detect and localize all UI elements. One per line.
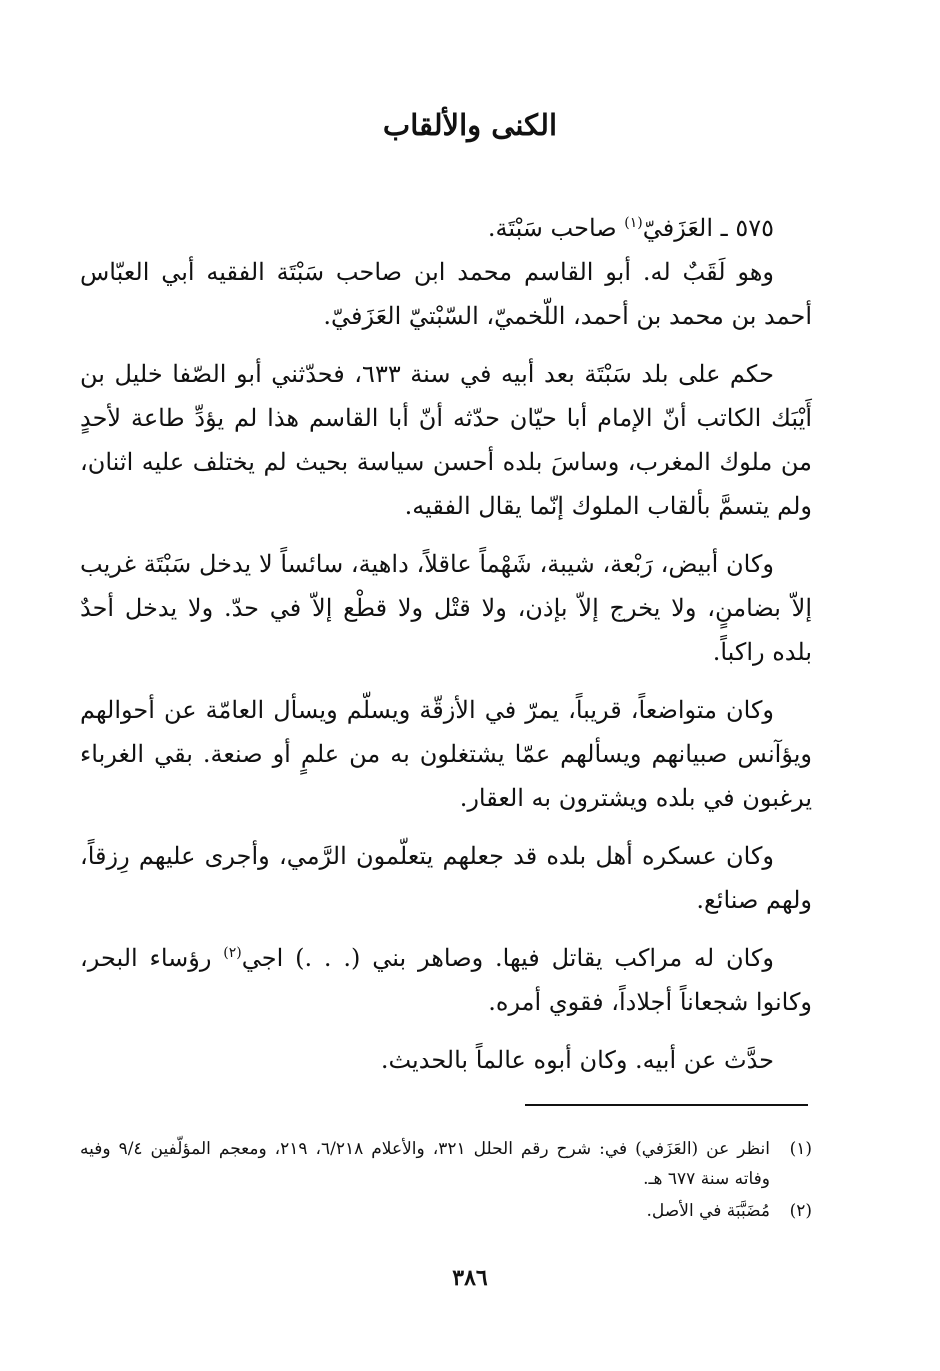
paragraph-ships	[80, 936, 812, 1024]
page-number: ٣٨٦	[452, 1265, 488, 1291]
entry-lead-paragraph: وهو لَقَبٌ له. أبو القاسم محمد ابن صاحب سَبْتَة الفقيه أبي العبّاس أحمد بن محمد بن أحمد، اللّخميّ، السّبْتيّ العَزَفيّ.	[80, 258, 812, 330]
entry-heading-tail: صاحب سَبْتَة.	[487, 214, 625, 242]
footnote-divider	[525, 1104, 808, 1106]
footnote-number: (٢)	[789, 1201, 812, 1221]
footnote-text: مُضَبَّبَة في الأصل.	[646, 1201, 770, 1221]
running-header: الكنى والألقاب	[382, 108, 558, 142]
paragraph-rule: حكم على بلد سَبْتَة بعد أبيه في سنة ٦٣٣، فحدّثني أبو الصّفا خليل بن أَيْبَك الكاتب أنّ الإمام أبا حيّان حدّثه أنّ أبا القاسم هذا لم يؤدِّ طاعة لأحدٍ من ملوك المغرب، وساسَ بلده أحسن سياسة بحيث لم يختلف عليه اثنان، ولم يتسمَّ بألقاب الملوك إنّما يقال الفقيه.	[80, 360, 812, 520]
entry-heading-text: ٥٧٥ ـ العَزَفيّ	[642, 214, 774, 242]
main-text	[80, 206, 812, 1096]
footnote-2	[80, 1196, 812, 1226]
paragraph-closing: حدَّث عن أبيه. وكان أبوه عالماً بالحديث.	[380, 1046, 774, 1074]
footnotes	[80, 1134, 812, 1228]
paragraph-ships-tail: رؤساء البحر، وكانوا شجعاناً أجلاداً، فقوي أمره.	[80, 944, 812, 1016]
footnote-1	[80, 1134, 812, 1194]
entry-heading	[80, 206, 812, 250]
footnote-number: (١)	[789, 1139, 812, 1159]
paragraph-description: وكان أبيض، رَبْعة، شيبة، شَهْماً عاقلاً، داهية، سائساً لا يدخل سَبْتَة غريب إلاّ بضامنٍ، ولا يخرج إلاّ بإذن، ولا قتْل ولا قطْع إلاّ في حدّ. ولا يدخل أحدٌ بلده راكباً.	[80, 550, 812, 666]
paragraph-conduct: وكان متواضعاً، قريباً، يمرّ في الأزقّة ويسلّم ويسأل العامّة عن أحوالهم ويؤآنس صبيانهم ويسألهم عمّا يشتغلون به من علمٍ أو صنعة. بقي الغرباء يرغبون في بلده ويشترون به العقار.	[80, 696, 812, 812]
paragraph-army: وكان عسكره أهل بلده قد جعلهم يتعلّمون الرَّمي، وأجرى عليهم رِزقاً، ولهم صنائع.	[80, 842, 812, 914]
footnote-ref-2[interactable]: (٢)	[223, 945, 242, 961]
paragraph-ships-text: وكان له مراكب يقاتل فيها. وصاهر بني (. . .) اجي	[241, 944, 774, 972]
footnote-text: انظر عن (العَزَفي) في: شرح رقم الحلل ٣٢١، والأعلام ٦/٢١٨، ٢١٩، ومعجم المؤلّفين ٩/٤ وفيه وفاته سنة ٦٧٧ هـ.	[80, 1139, 770, 1189]
footnote-ref-1[interactable]: (١)	[624, 215, 643, 231]
